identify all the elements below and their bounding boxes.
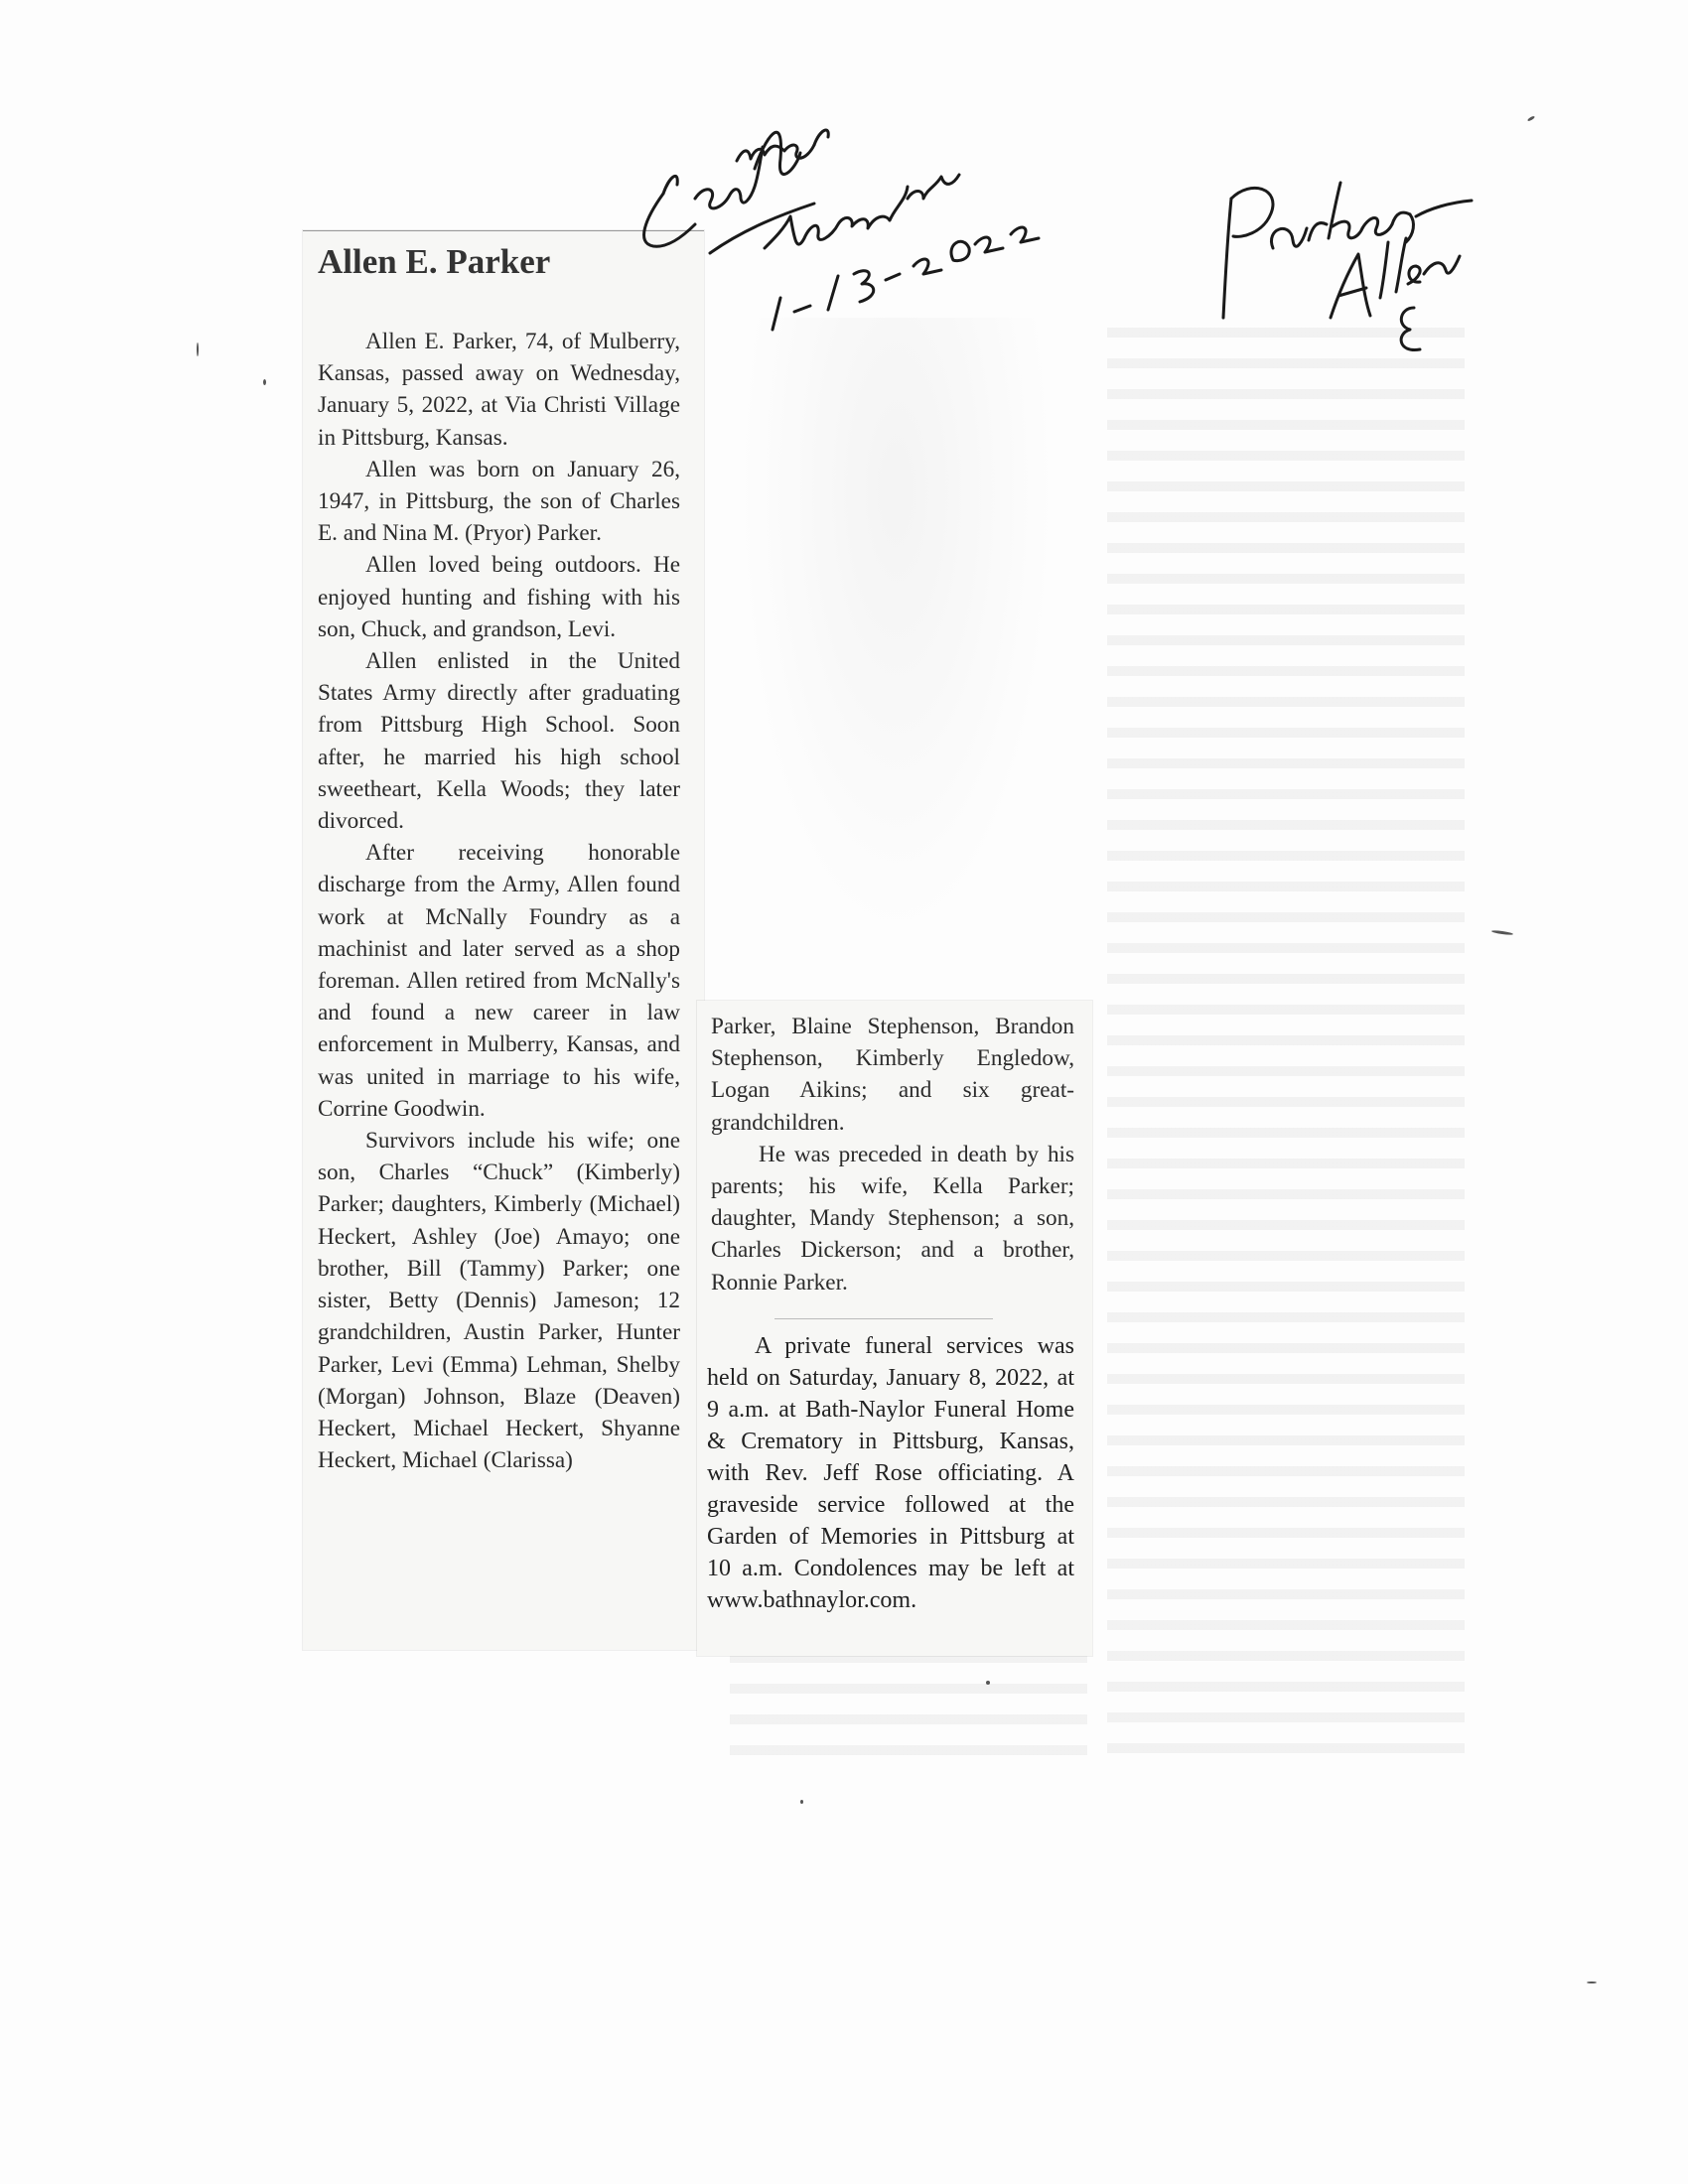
mark-left-1 [197,342,199,356]
funeral-divider-rule [774,1318,993,1319]
bleed-through-mid [713,318,1080,1013]
bleed-through-right [1107,328,1465,1757]
paragraph-survivors: Survivors include his wife; one son, Charles “Chuck” (Kimberly) Parker; daughters, Kimberly (Michael) Heckert, Ashley (Joe) Amayo; one brother, Bill (Tammy) Parker; one sister, Betty (Dennis) Jameson; 12 grandchildren, Austin Parker, Hunter Parker, Levi (Emma) Lehman, Shelby (Morgan) Johnson, Blaze (Deaven) Heckert, Michael Heckert, Shyanne Heckert, Michael (Clarissa) [318,1128,680,1474]
paragraph-preceded: He was preceded in death by his parents; his wife, Kella Parker; daughter, Mandy Stephenson; a son, Charles Dickerson; and a brother, Ronnie Parker. [711,1141,1074,1296]
paragraph-hobbies: Allen loved being outdoors. He enjoyed hunting and fishing with his son, Chuck, and grandson, Levi. [318,552,680,642]
handwritten-source-note [626,50,1062,338]
paragraph-career: After receiving honorable discharge from the Army, Allen found work at McNally Foundry as a machinist and later served as a shop foreman. Allen retired from McNally's and found a new career in law enforcement in Mulberry, Kansas, and was united in marriage to his wife, Corrine Goodwin. [318,840,680,1122]
paragraph-funeral: A private funeral services was held on Saturday, January 8, 2022, at 9 a.m. at Bath-Naylor Funeral Home & Crematory in Pittsburg, Kansas, with Rev. Jeff Rose officiating. A graveside service followed at the Garden of Memories in Pittsburg at 10 a.m. Condolences may be left at www.bathnaylor.com. [707,1333,1074,1613]
mark-lower [800,1800,803,1804]
bleed-through-low [730,1653,1087,1762]
mark-top-right [1527,115,1535,122]
paragraph-death-notice: Allen E. Parker, 74, of Mulberry, Kansas, passed away on Wednesday, January 5, 2022, at Via Christi Village in Pittsburg, Kansas. [318,329,680,451]
mark-bottom-right [1587,1981,1597,1983]
column-1-text [318,326,680,1476]
mark-left-2 [263,379,266,385]
paragraph-birth: Allen was born on January 26, 1947, in Pittsburg, the son of Charles E. and Nina M. (Pryor) Parker. [318,456,680,547]
funeral-notice [707,1330,1074,1616]
mark-right-margin [1491,929,1513,935]
headline-text: Allen E. Parker [318,242,551,281]
paragraph-army: Allen enlisted in the United States Army directly after graduating from Pittsburg High School. Soon after, he married his high school sweetheart, Kella Woods; they later divorced. [318,648,680,835]
paragraph-survivors-continued: Parker, Blaine Stephenson, Brandon Stephenson, Kimberly Engledow, Logan Aikins; and six great-grandchildren. [711,1014,1074,1136]
mark-under-clip [986,1681,990,1685]
column-2-text [711,1011,1074,1298]
handwritten-name-note [1211,159,1509,357]
